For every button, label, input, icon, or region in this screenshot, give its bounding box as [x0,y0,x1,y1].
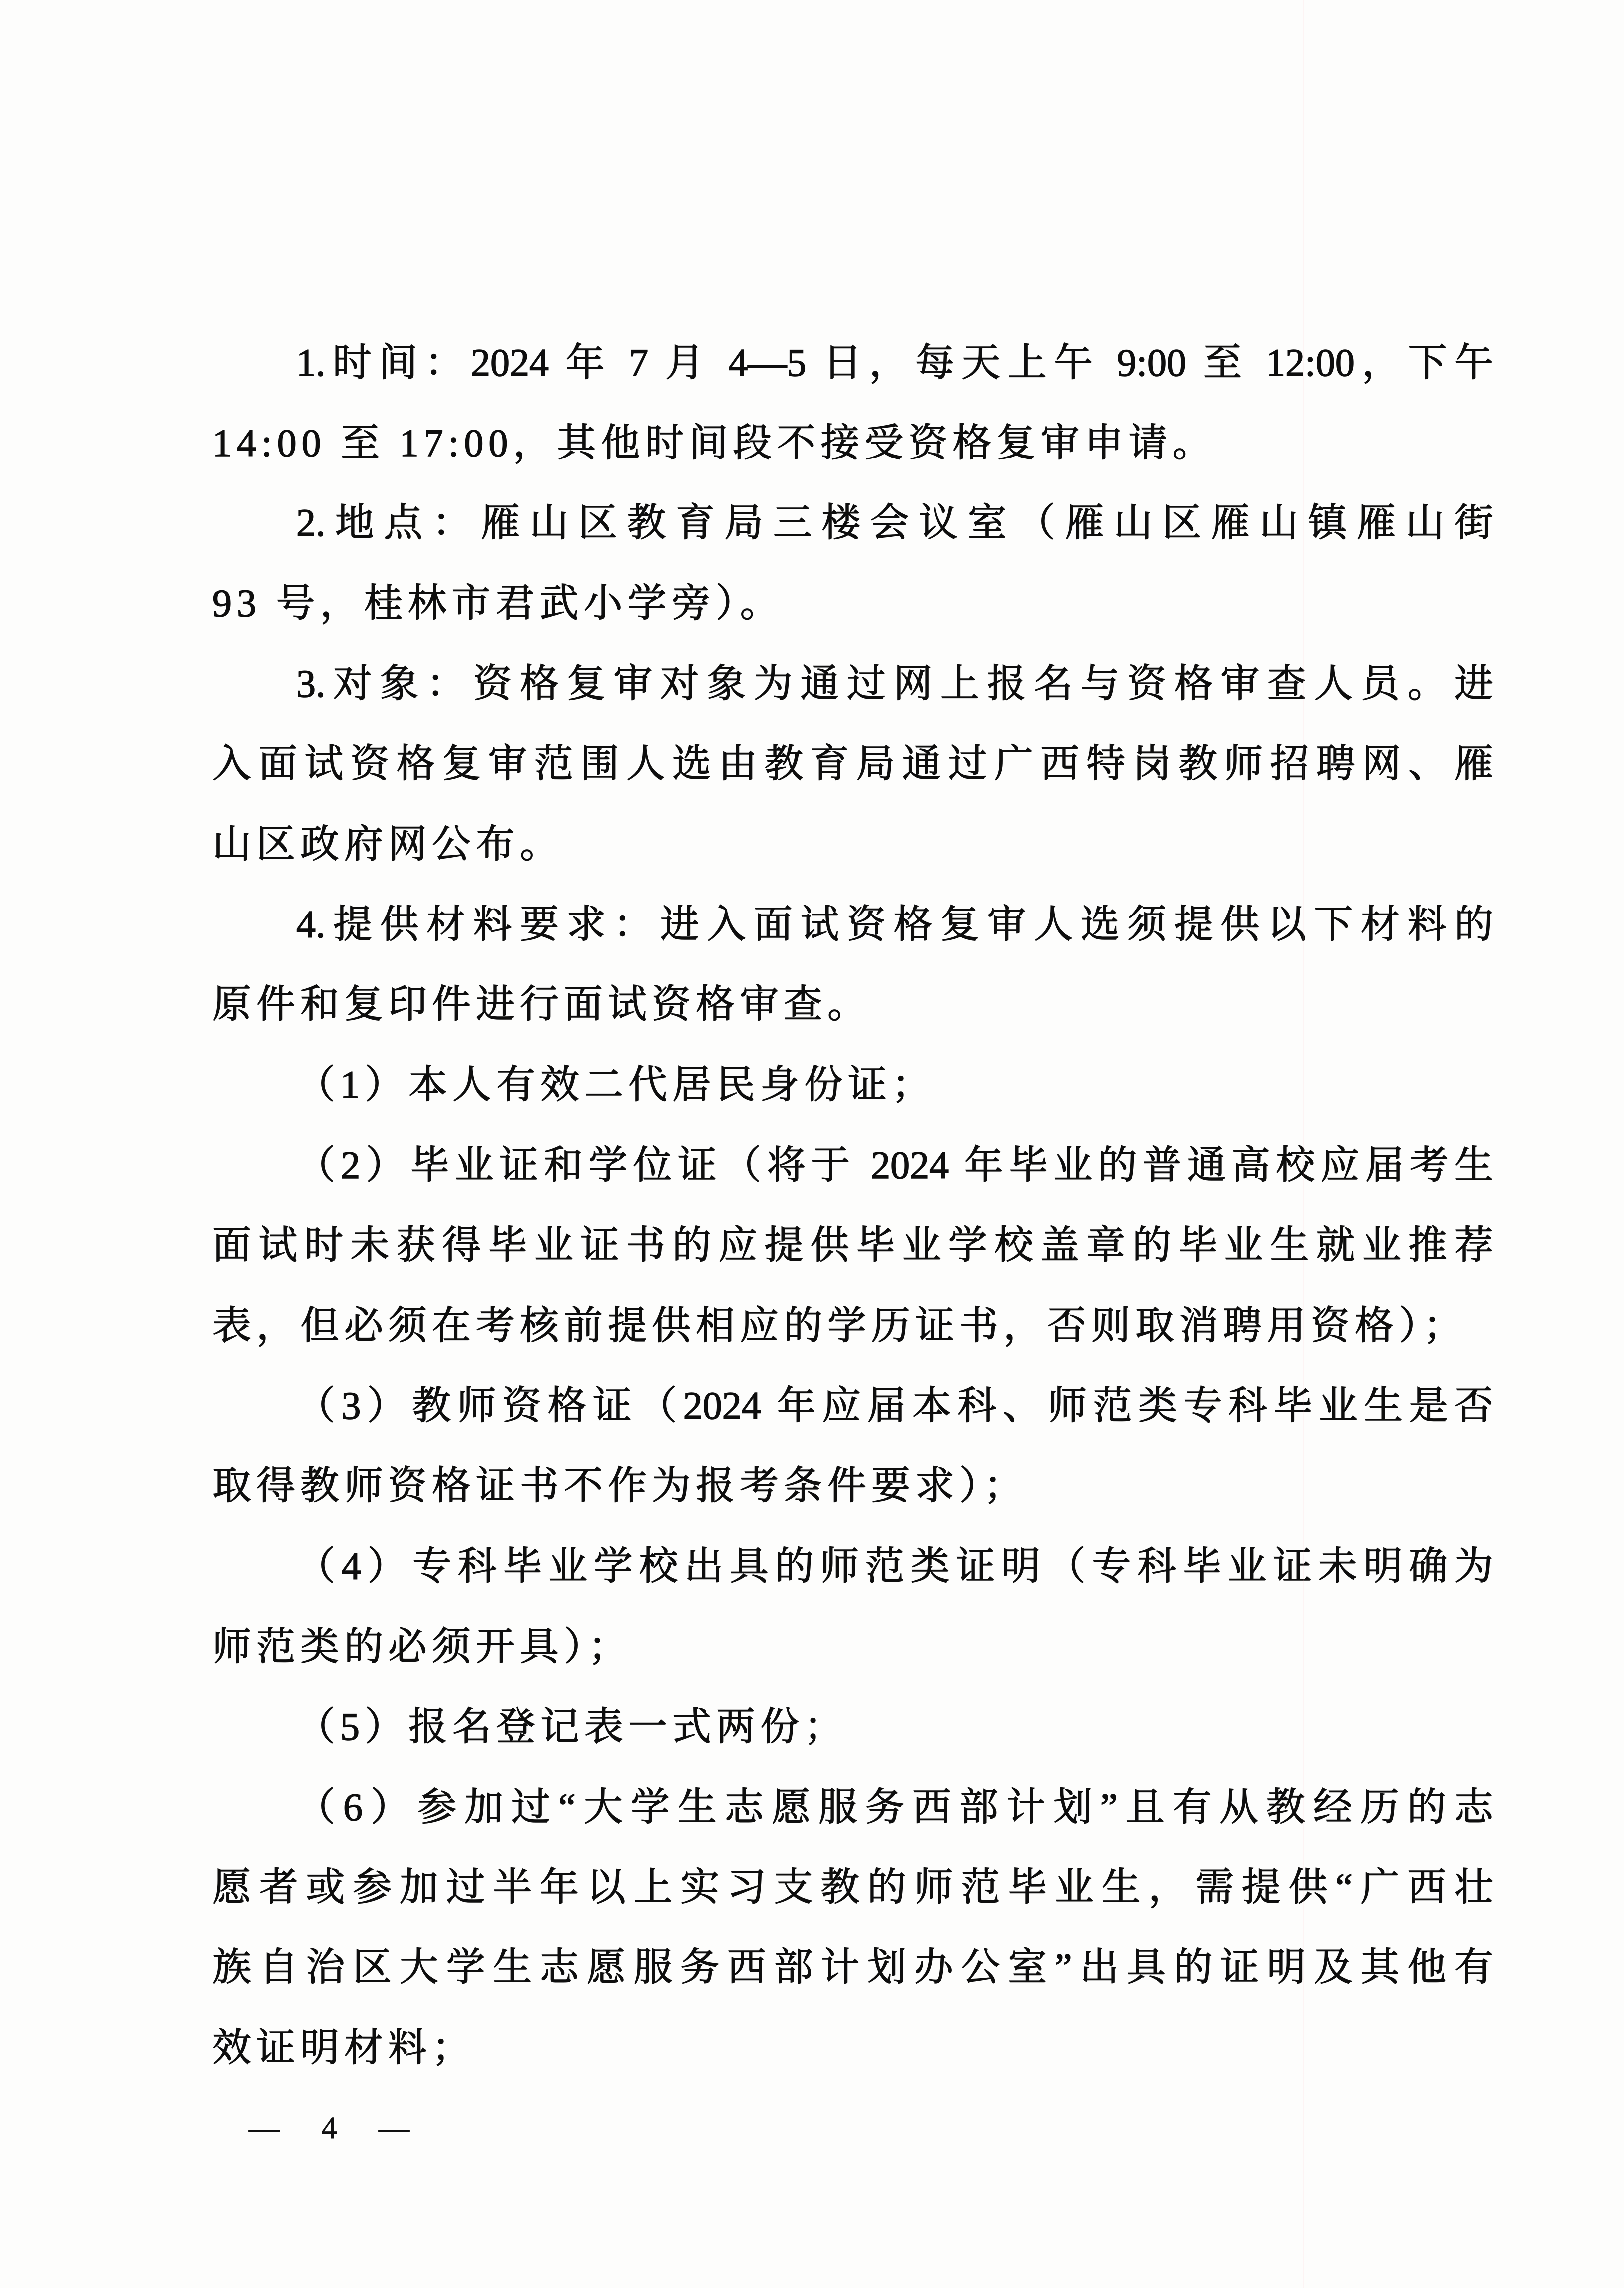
text-line: （4）专科毕业学校出具的师范类证明（专科毕业证未明确为 [296,1544,1493,1588]
text-line: 原件和复印件进行面试资格审查。 [212,982,872,1026]
text-line: 面试时未获得毕业证书的应提供毕业学校盖章的毕业生就业推荐 [212,1223,1493,1267]
text-line: 愿者或参加过半年以上实习支教的师范毕业生，需提供“广西壮 [212,1865,1493,1909]
text-line: 2.地点：雁山区教育局三楼会议室（雁山区雁山镇雁山街 [296,501,1493,544]
text-line: 效证明材料； [212,2026,476,2069]
text-line: 4.提供材料要求：进入面试资格复审人选须提供以下材料的 [296,903,1493,946]
text-line: （1）本人有效二代居民身份证； [296,1063,936,1106]
text-line: 师范类的必须开具）； [212,1625,633,1668]
text-line: （5）报名登记表一式两份； [296,1705,848,1748]
text-line: 山区政府网公布。 [212,822,564,866]
text-line: 14:00 至 17:00，其他时间段不接受资格复审申请。 [212,421,1217,464]
text-line: （3）教师资格证（2024 年应届本科、师范类专科毕业生是否 [296,1384,1493,1427]
text-line: 表，但必须在考核前提供相应的学历证书，否则取消聘用资格）； [212,1304,1468,1347]
text-line: 取得教师资格证书不作为报考条件要求）； [212,1464,1028,1507]
text-line: （6）参加过“大学生志愿服务西部计划”且有从教经历的志 [296,1785,1493,1829]
text-line: 93 号，桂林市君武小学旁）。 [212,581,784,625]
text-line: （2）毕业证和学位证（将于 2024 年毕业的普通高校应届考生 [296,1143,1493,1187]
text-line: 族自治区大学生志愿服务西部计划办公室”出具的证明及其他有 [212,1945,1493,1989]
text-line: 入面试资格复审范围人选由教育局通过广西特岗教师招聘网、雁 [212,742,1493,785]
text-line: 3.对象：资格复审对象为通过网上报名与资格审查人员。进 [296,662,1493,705]
page-number: — 4 — [249,2111,426,2145]
text-line: 1.时间：2024 年 7 月 4—5 日，每天上午 9:00 至 12:00，下午 [296,341,1493,384]
